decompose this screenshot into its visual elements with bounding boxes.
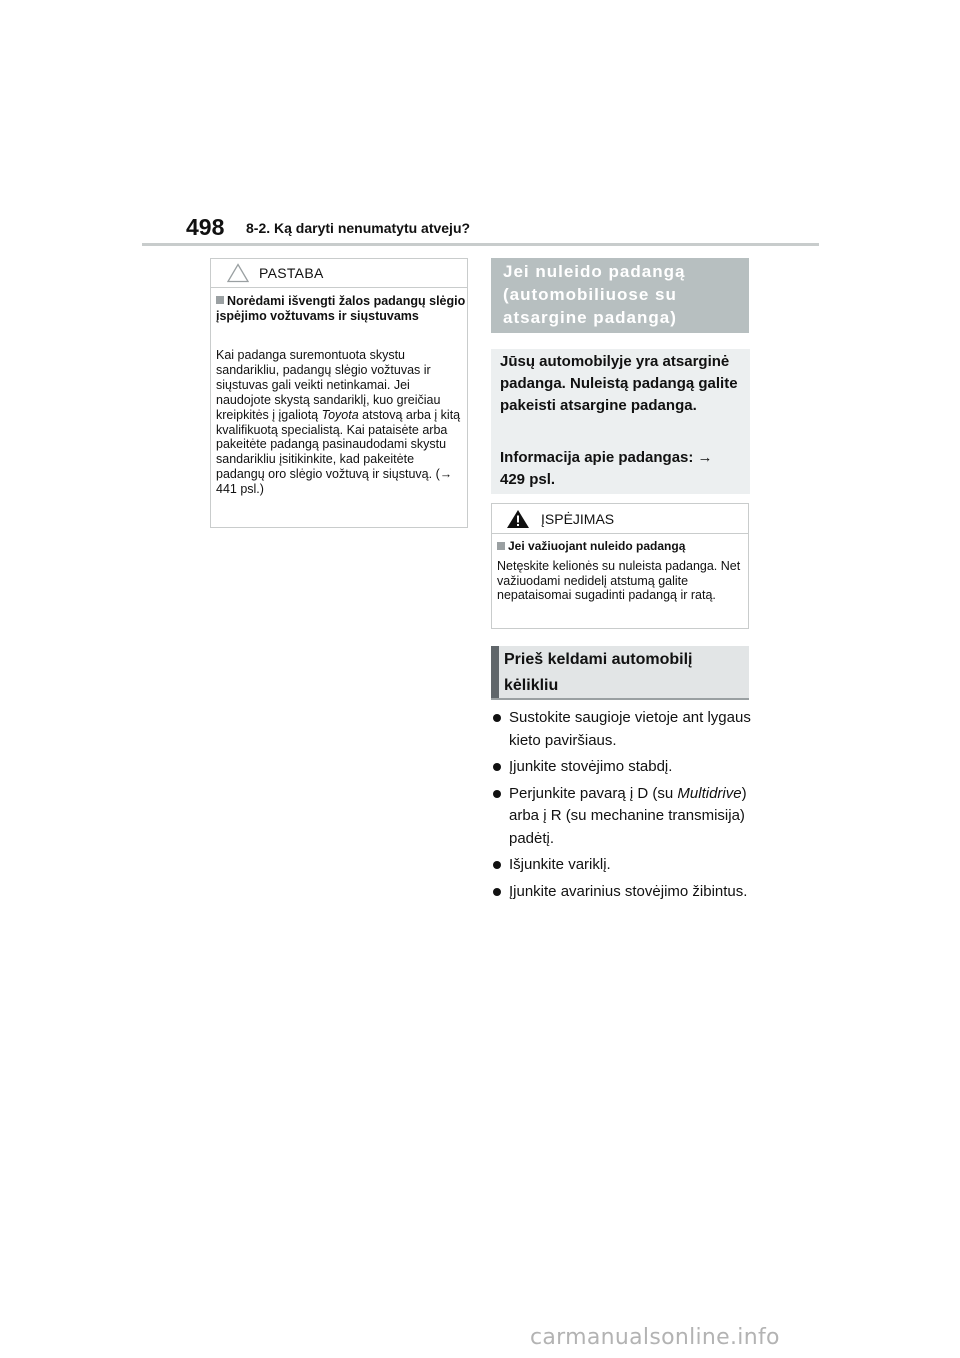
section-heading-text: Jei nuleido padangą (automobiliuose su atsargine padanga) <box>503 262 686 327</box>
header-divider <box>142 243 819 246</box>
heading-accent-bar <box>491 646 499 698</box>
brand-name: Toyota <box>321 407 359 422</box>
section-heading-flat-tire <box>491 258 749 333</box>
square-bullet-icon <box>216 296 224 304</box>
bullet-dot-icon <box>493 861 501 869</box>
list-item-text: Sustokite saugioje vietoje ant lygaus kieto paviršiaus. <box>509 709 751 749</box>
warning-subheading <box>497 539 745 553</box>
warning-box <box>491 503 749 629</box>
list-item-text <box>509 783 753 851</box>
list-item <box>491 783 753 851</box>
page-number: 498 <box>186 214 225 240</box>
list-item-text: Išjunkite variklį. <box>509 856 611 873</box>
list-item-text-part: Perjunkite pavarą į D (su <box>509 784 678 802</box>
warning-subheading-text: Jei važiuojant nuleido padangą <box>508 539 686 553</box>
note-body <box>216 348 466 497</box>
warning-header <box>492 504 748 534</box>
intro-text: Jūsų automobilyje yra atsarginė padanga. Nuleistą padangą galite pakeisti atsargine padanga. <box>500 353 738 414</box>
note-body-text: Kai padanga suremontuota skystu sandarikliu, padangų slėgio vožtuvas ir siųstuvas gali veikti netinkamai. Jei naudojote skystą sandariklį, kuo greičiau kreipkitės į įgaliotą <box>216 348 441 422</box>
bullet-dot-icon <box>493 790 501 798</box>
square-bullet-icon <box>497 542 505 550</box>
list-item-text: Įjunkite stovėjimo stabdį. <box>509 758 673 775</box>
note-subheading-text: Norėdami išvengti žalos padangų slėgio įspėjimo vožtuvams ir siųstuvams <box>216 294 466 323</box>
watermark: carmanualsonline.info <box>530 1325 780 1350</box>
tire-info-reference: Informacija apie padangas: → 429 psl. <box>500 449 713 488</box>
section2-heading-text: Prieš keldami automobilį kėlikliu <box>504 651 693 694</box>
intro-box <box>491 349 750 494</box>
warning-body: Netęskite kelionės su nuleista padanga. Net važiuodami nedidelį atstumą galite nepataisomai sugadinti padangą ir ratą. <box>497 559 741 603</box>
note-subheading <box>216 294 466 324</box>
section-heading-jacking <box>491 646 749 700</box>
list-item-text-part-end: ) arba į R (su mechanine transmisija) padėtį. <box>509 784 747 847</box>
note-header <box>211 259 467 288</box>
note-body-text-end: atstovą arba į kitą kvalifikuotą specialistą. Kai pataisėte arba pakeitėte padangą pasinaudodami skystu sandarikliu įsitikinkite, kad pakeitėte padangų oro slėgio vožtuvą ir siųstuvą. (→ 441 psl.) <box>216 407 461 497</box>
warning-label: ĮSPĖJIMAS <box>541 511 615 527</box>
warning-triangle-filled-icon <box>506 509 530 534</box>
preparation-steps-list <box>491 707 753 907</box>
bullet-dot-icon <box>493 763 501 771</box>
list-item <box>491 881 753 904</box>
transmission-name: Multidrive <box>677 784 742 802</box>
note-box <box>210 258 468 528</box>
list-item-text: Įjunkite avarinius stovėjimo žibintus. <box>509 882 748 900</box>
section-title: 8-2. Ką daryti nenumatytu atveju? <box>246 220 471 236</box>
warning-triangle-outline-icon <box>227 263 249 288</box>
list-item <box>491 707 753 752</box>
list-item <box>491 854 753 877</box>
bullet-dot-icon <box>493 714 501 722</box>
bullet-dot-icon <box>493 888 501 896</box>
note-label: PASTABA <box>259 265 324 281</box>
list-item <box>491 756 753 779</box>
